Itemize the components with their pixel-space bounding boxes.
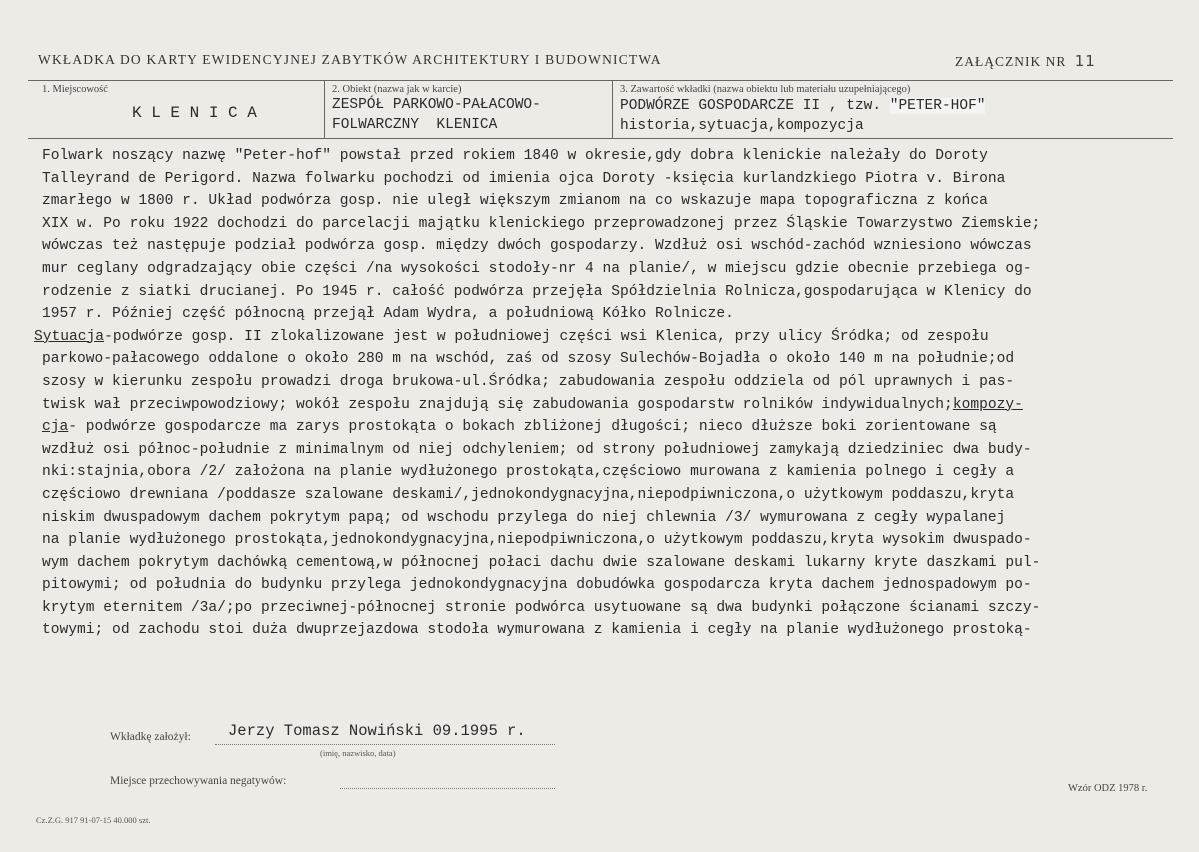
author-dotline [215,744,555,745]
column-divider-2 [612,80,613,138]
negatives-label: Miejsce przechowywania negatywów: [110,775,287,787]
history-line: zmarłego w 1800 r. Układ podwórza gosp. nie uległ większym zmianom na co wskazuje mapa topograficzna z końca [42,193,988,210]
composition-line: nki:stajnia,obora /2/ założona na planie wydłużonego prostokąta,częściowo murowana z kamienia polnego i cegły a [42,464,1015,481]
body-text [34,145,1192,642]
annex-number: 11 [1074,52,1096,70]
contents-value-line2: historia,sytuacja,kompozycja [620,118,864,134]
print-info: Cz.Z.G. 917 91-07-15 40.000 szt. [36,815,151,825]
composition-line: na planie wydłużonego prostokąta,jednokondygnacyjna,niepodpiwniczona,o użytkowym poddaszu,kryta wysokim dwuspado- [42,532,1032,549]
situation-line [34,326,1192,349]
object-value-line2: FOLWARCZNY KLENICA [332,117,498,133]
locality-label: 1. Miejscowość [42,84,108,95]
history-line: rodzenie z siatki drucianej. Po 1945 r. całość podwórza przejęła Spółdzielnia Rolnicza,gospodarująca w Klenicy do [42,283,1032,300]
composition-heading-a: kompozy- [952,396,1023,413]
composition-line: wzdłuż osi północ-południe z minimalnym od niej odchyleniem; od strony południowej zamykają dziedziniec dwa budy- [42,441,1032,458]
annex-label [955,52,1096,70]
author-label: Wkładkę założył: [110,731,191,743]
situation-line: parkowo-pałacowego oddalone o około 280 m na wschód, zaś od szosy Sulechów-Bojadła o około 140 m na południe;od [42,351,1015,368]
composition-line: krytym eternitem /3a/;po przeciwnej-północnej stronie podwórca usytuowane są dwa budynki połączone ścianami szczy- [42,599,1041,616]
header-bottom-rule [28,138,1173,139]
contents-value-line1 [620,98,985,114]
object-label: 2. Obiekt (nazwa jak w karcie) [332,84,462,95]
situation-line: szosy w kierunku zespołu prowadzi droga brukowa-ul.Śródka; zabudowania zespołu oddziela od pól uprawnych i pas- [42,373,1015,390]
column-divider-1 [324,80,325,138]
history-line: wówczas też następuje podział podwórza gosp. między dwóch gospodarzy. Wzdłuż osi wschód-zachód wzniesiono wówczas [42,238,1032,255]
history-line: Talleyrand de Perigord. Nazwa folwarku pochodzi od imienia ojca Doroty -księcia kurlandzkiego Piotra v. Birona [42,170,1006,187]
situation-line [42,394,1192,417]
contents-value-line1-b: "PETER-HOF" [889,98,986,114]
annex-label-text: ZAŁĄCZNIK NR [955,54,1067,69]
history-line: Folwark noszący nazwę "Peter-hof" powstał przed rokiem 1840 w okresie,gdy dobra klenickie należały do Doroty [42,148,988,164]
negatives-dotline [340,788,555,789]
history-line: 1957 r. Później część północną przejął Adam Wydra, a południową Kółko Rolnicze. [42,306,734,323]
document-title: WKŁADKA DO KARTY EWIDENCYJNEJ ZABYTKÓW ARCHITEKTURY I BUDOWNICTWA [38,52,662,67]
locality-value: K L E N I C A [132,104,257,122]
situation-line-rest: -podwórze gosp. II zlokalizowane jest w południowej części wsi Klenica, przy ulicy Śródka; od zespołu [104,328,989,345]
contents-label: 3. Zawartość wkładki (nazwa obiektu lub materiału uzupełniającego) [620,84,911,95]
composition-line: towymi; od zachodu stoi duża dwuprzejazdowa stodoła wymurowana z kamienia i cegły na planie wydłużonego prostoką- [42,622,1032,639]
history-line: XIX w. Po roku 1922 dochodzi do parcelacji majątku klenickiego przeprowadzonej przez Śląskie Towarzystwo Ziemskie; [42,215,1041,232]
composition-line: niskim dwuspadowym dachem pokrytym papą; od wschodu przylega do niej chlewnia /3/ wymurowana z cegły wypalanej [42,509,1006,526]
composition-heading-b: cja [42,419,69,436]
form-code: Wzór ODZ 1978 r. [1068,783,1148,794]
composition-line: pitowymi; od południa do budynku przylega jednokondygnacyjna dobudówka gospodarcza kryta dachem jednospadowym po- [42,577,1032,594]
situation-heading: Sytuacja [34,328,105,345]
situation-line-text: twisk wał przeciwpowodziowy; wokół zespołu znajdują się zabudowania gospodarstw rolników indywidualnych; [42,396,953,413]
composition-line [42,416,1192,439]
history-line: mur ceglany odgradzający obie części /na wysokości stodoły-nr 4 na planie/, w miejscu gdzie obecnie przebiega og- [42,260,1032,277]
author-hint: (imię, nazwisko, data) [320,748,396,758]
header-top-rule [28,80,1173,81]
composition-line: częściowo drewniana /poddasze szalowane deskami/,jednokondygnacyjna,niepodpiwniczona,o użytkowym poddaszu,kryta [42,486,1015,503]
author-value: Jerzy Tomasz Nowiński 09.1995 r. [228,722,526,740]
contents-value-line1-a: PODWÓRZE GOSPODARCZE II , tzw. [620,98,890,114]
composition-line-rest: - podwórze gospodarcze ma zarys prostokąta o bokach zbliżonej długości; nieco dłuższe boki zorientowane są [68,419,997,436]
object-value-line1: ZESPÓŁ PARKOWO-PAŁACOWO- [332,97,541,113]
composition-line: wym dachem pokrytym dachówką cementową,w północnej połaci dachu dwie szalowane deskami lukarny kryte daszkami pul- [42,554,1041,571]
